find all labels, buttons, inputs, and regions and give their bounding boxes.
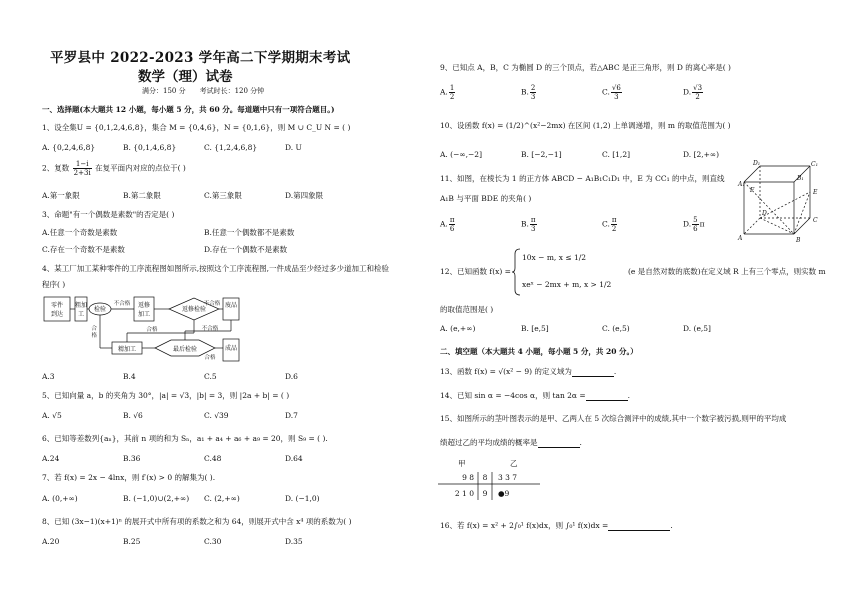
q3-option-d: D.存在一个偶数不是素数 <box>204 245 288 254</box>
q3-option-b: B.任意一个偶数都不是素数 <box>204 228 295 237</box>
flow-label-pass-2: 合格 <box>146 327 158 333</box>
exam-subtitle: 数学（理）试卷 <box>138 69 233 85</box>
flow-n2b: 工 <box>77 311 85 318</box>
q3-option-a: A.任意一个奇数是素数 <box>42 228 118 237</box>
q1-option-d: D. U <box>285 143 302 152</box>
stem-leaf-label-jia: 甲 <box>458 459 466 468</box>
stem-leaf-r2-stem: 9 <box>482 489 488 498</box>
flow-label-pass-1b: 格 <box>91 333 97 339</box>
q11-option-d: D. $\frac{5}{6}$ π <box>683 216 705 233</box>
q4-stem-line2: 程序( ) <box>42 280 66 289</box>
q13-answer-blank <box>572 368 614 377</box>
q15-stem-leaf-plot <box>438 458 548 502</box>
q7-option-a: A. (0,+∞) <box>42 494 78 503</box>
q1-option-a: A. {0,2,4,6,8} <box>42 143 96 152</box>
section-choice-heading: 一、选择题(本大题共 12 小题，每小题 5 分，共 60 分。每道题中只有一项符合题目。) <box>42 105 335 114</box>
q6-option-d: D.64 <box>285 454 303 463</box>
q12-option-c: C. (e,5) <box>602 324 630 333</box>
q1-stem: 1、设全集U = {0,1,2,4,6,8}，集合 M = {0,4,6}，N = {0,1,6}，则 M ∪ C_U N = ( ) <box>42 123 351 132</box>
q4-flowchart <box>42 293 252 365</box>
flow-n9: 成品 <box>224 345 238 352</box>
flow-n4: 返修 <box>137 302 151 309</box>
q7-option-b: B. (−1,0)∪(2,+∞) <box>123 494 190 503</box>
q14-stem: 14、已知 sin α = −4cos α，则 tan 2α = . <box>440 391 631 400</box>
q5-stem: 5、已知向量 a，b 的夹角为 30°，|a| = √3，|b| = 3，则 |2a + b| = ( ) <box>42 391 290 400</box>
q5-option-a: A. √5 <box>42 411 62 420</box>
cube-label-c: C <box>813 217 818 224</box>
q7-stem: 7、若 f(x) = 2x − 4lnx，则 f′(x) > 0 的解集为( ). <box>42 473 216 482</box>
cube-label-d1: D₁ <box>753 160 761 167</box>
flow-n3: 检验 <box>93 306 107 313</box>
q3-option-c: C.存在一个奇数不是素数 <box>42 245 125 254</box>
q12-post: (e 是自然对数的底数)在定义域 R 上有三个零点，则实数 m <box>628 267 826 276</box>
q2-post: 在复平面内对应的点位于( ) <box>95 163 186 173</box>
q8-stem: 8、已知 (3x−1)(x+1)ⁿ 的展开式中所有项的系数之和为 64，则展开式中含 x⁴ 项的系数为( ) <box>42 517 352 526</box>
q9-option-b: B. $\frac{2}{3}$ <box>521 84 536 101</box>
stem-leaf-r1-left: 9 8 <box>462 473 474 482</box>
flow-label-fail-2: 不合格 <box>203 301 221 307</box>
q10-stem: 10、设函数 f(x) = (1/2)^(x²−2mx) 在区间 (1,2) 上单调递增，则 m 的取值范围为( ) <box>440 121 731 130</box>
q4-stem-line1: 4、某工厂加工某种零件的工序流程图如图所示,按照这个工序流程图,一件成品至少经过多少道加工和检验 <box>42 264 390 273</box>
cube-label-a1: A₁ <box>738 181 745 188</box>
q6-option-b: B.36 <box>123 454 141 463</box>
flow-n5: 返修检验 <box>181 306 207 313</box>
flow-n1b: 到达 <box>50 311 64 318</box>
q4-option-d: D.6 <box>285 372 298 381</box>
cube-label-e: E <box>813 189 818 196</box>
q5-option-b: B. √6 <box>123 411 143 420</box>
flow-n1: 零件 <box>50 302 64 309</box>
q2-option-b: B.第二象限 <box>123 191 161 200</box>
q8-option-b: B.25 <box>123 537 141 546</box>
q4-option-c: C.5 <box>204 372 217 381</box>
stem-leaf-r2-left: 2 1 0 <box>454 489 474 498</box>
q11-stem-line2: A₁B 与平面 BDE 的夹角( ) <box>440 194 532 203</box>
stem-leaf-r2-right: ●9 <box>498 489 510 498</box>
q16-stem: 16、若 f(x) = x² + 2∫₀¹ f(x)dx，则 ∫₀¹ f(x)dx = . <box>440 521 673 530</box>
q10-option-c: C. [1,2] <box>602 150 631 159</box>
q11-option-b: B. $\frac{\pi}{3}$ <box>521 216 536 233</box>
q10-option-b: B. [−2,−1] <box>521 150 562 159</box>
cube-label-b: B <box>796 237 801 244</box>
flow-n6: 废品 <box>224 302 238 309</box>
q11-stem-line1: 11、如图，在棱长为 1 的正方体 ABCD − A₁B₁C₁D₁ 中，E 为 CC₁ 的中点，则直线 <box>440 174 725 183</box>
q9-option-a: A. $\frac{1}{2}$ <box>440 84 455 101</box>
q11-option-a: A. $\frac{\pi}{6}$ <box>440 216 455 233</box>
q12-stem-line2: 的取值范围是( ) <box>440 305 494 314</box>
stem-leaf-r1-stem: 8 <box>482 473 488 482</box>
q1-option-b: B. {0,1,4,6,8} <box>123 143 177 152</box>
flow-n8: 最后检验 <box>172 346 198 353</box>
flow-n7: 精加工 <box>117 346 137 353</box>
q11-cube-diagram <box>736 160 824 246</box>
q6-stem: 6、已知等差数列{aₙ}，其前 n 项的和为 Sₙ，a₁ + a₄ + a₆ + a₉ = 20，则 S₉ = ( ). <box>42 434 328 443</box>
q2-pre: 2、复数 <box>42 163 70 173</box>
q3-stem: 3、命题"有一个偶数是素数"的否定是( ) <box>42 210 175 219</box>
q2-option-c: C.第三象限 <box>204 191 242 200</box>
flow-label-fail-1: 不合格 <box>113 301 131 307</box>
q4-option-b: B.4 <box>123 372 136 381</box>
section-fill-heading: 二、填空题（本大题共 4 小题，每小题 5 分，共 20 分。） <box>440 347 638 356</box>
q2-option-a: A.第一象限 <box>42 191 80 200</box>
q12-pre: 12、已知函数 f(x) = <box>440 267 511 276</box>
q10-option-d: D. [2,+∞) <box>683 150 720 159</box>
flow-label-fail-3: 不合格 <box>201 326 219 332</box>
cube-label-f: F <box>750 187 755 194</box>
q2-fraction: $\frac{1-i}{2+3i}$ <box>73 160 91 177</box>
stem-leaf-label-yi: 乙 <box>510 459 518 468</box>
q12-brace <box>512 248 522 296</box>
q5-option-c: C. √39 <box>204 411 229 420</box>
stem-leaf-r1-right: 3 3 7 <box>498 473 518 482</box>
q8-option-a: A.20 <box>42 537 60 546</box>
q5-option-d: D.7 <box>285 411 298 420</box>
q15-stem-line2: 绩超过乙的平均成绩的概率是 . <box>440 438 582 447</box>
cube-label-c1: C₁ <box>811 161 818 168</box>
q13-stem: 13、函数 f(x) = √(x² − 9) 的定义域为 . <box>440 367 617 376</box>
q9-stem: 9、已知点 A，B，C 为椭圆 D 的三个顶点，若△ABC 是正三角形，则 D 的离心率是( ) <box>440 63 731 72</box>
q2-stem <box>42 160 186 177</box>
q12-case1: 10x − m, x ≤ 1/2 <box>522 253 587 262</box>
q2-option-d: D.第四象限 <box>285 191 324 200</box>
q11-option-c: C. $\frac{\pi}{2}$ <box>602 216 617 233</box>
q12-option-a: A. (e,+∞) <box>440 324 476 333</box>
exam-title: 平罗县中 2022-2023 学年高二下学期期末考试 <box>50 50 351 66</box>
cube-label-d: D <box>762 210 767 217</box>
flow-n4b: 加工 <box>137 311 151 318</box>
q10-option-a: A. (−∞,−2] <box>440 150 483 159</box>
q12-case2: xeˣ − 2mx + m, x > 1/2 <box>522 280 612 289</box>
q1-option-c: C. {1,2,4,6,8} <box>204 143 258 152</box>
q8-option-d: D.35 <box>285 537 303 546</box>
q12-option-d: D. (e,5] <box>683 324 711 333</box>
q9-option-d: D. $\frac{√3}{2}$ <box>683 84 703 101</box>
q9-option-c: C. $\frac{√6}{3}$ <box>602 84 621 101</box>
cube-label-a: A <box>738 235 743 242</box>
flow-label-pass-3: 合格 <box>204 355 216 361</box>
q15-stem-line1: 15、如图所示的茎叶图表示的是甲、乙两人在 5 次综合测评中的成绩,其中一个数字被污损,则甲的平均成 <box>440 414 787 423</box>
flow-label-pass-1: 合 <box>91 326 97 332</box>
q6-option-c: C.48 <box>204 454 222 463</box>
cube-label-b1: B₁ <box>797 175 804 182</box>
exam-meta: 满分：150 分 考试时长：120 分钟 <box>142 87 265 95</box>
q4-option-a: A.3 <box>42 372 55 381</box>
q6-option-a: A.24 <box>42 454 60 463</box>
flow-n2: 粗加 <box>74 302 88 309</box>
q7-option-d: D. (−1,0) <box>285 494 320 503</box>
q12-option-b: B. [e,5] <box>521 324 549 333</box>
q16-answer-blank <box>608 522 670 531</box>
q15-answer-blank <box>538 439 580 448</box>
q14-answer-blank <box>586 392 628 401</box>
q8-option-c: C.30 <box>204 537 222 546</box>
q7-option-c: C. (2,+∞) <box>204 494 240 503</box>
